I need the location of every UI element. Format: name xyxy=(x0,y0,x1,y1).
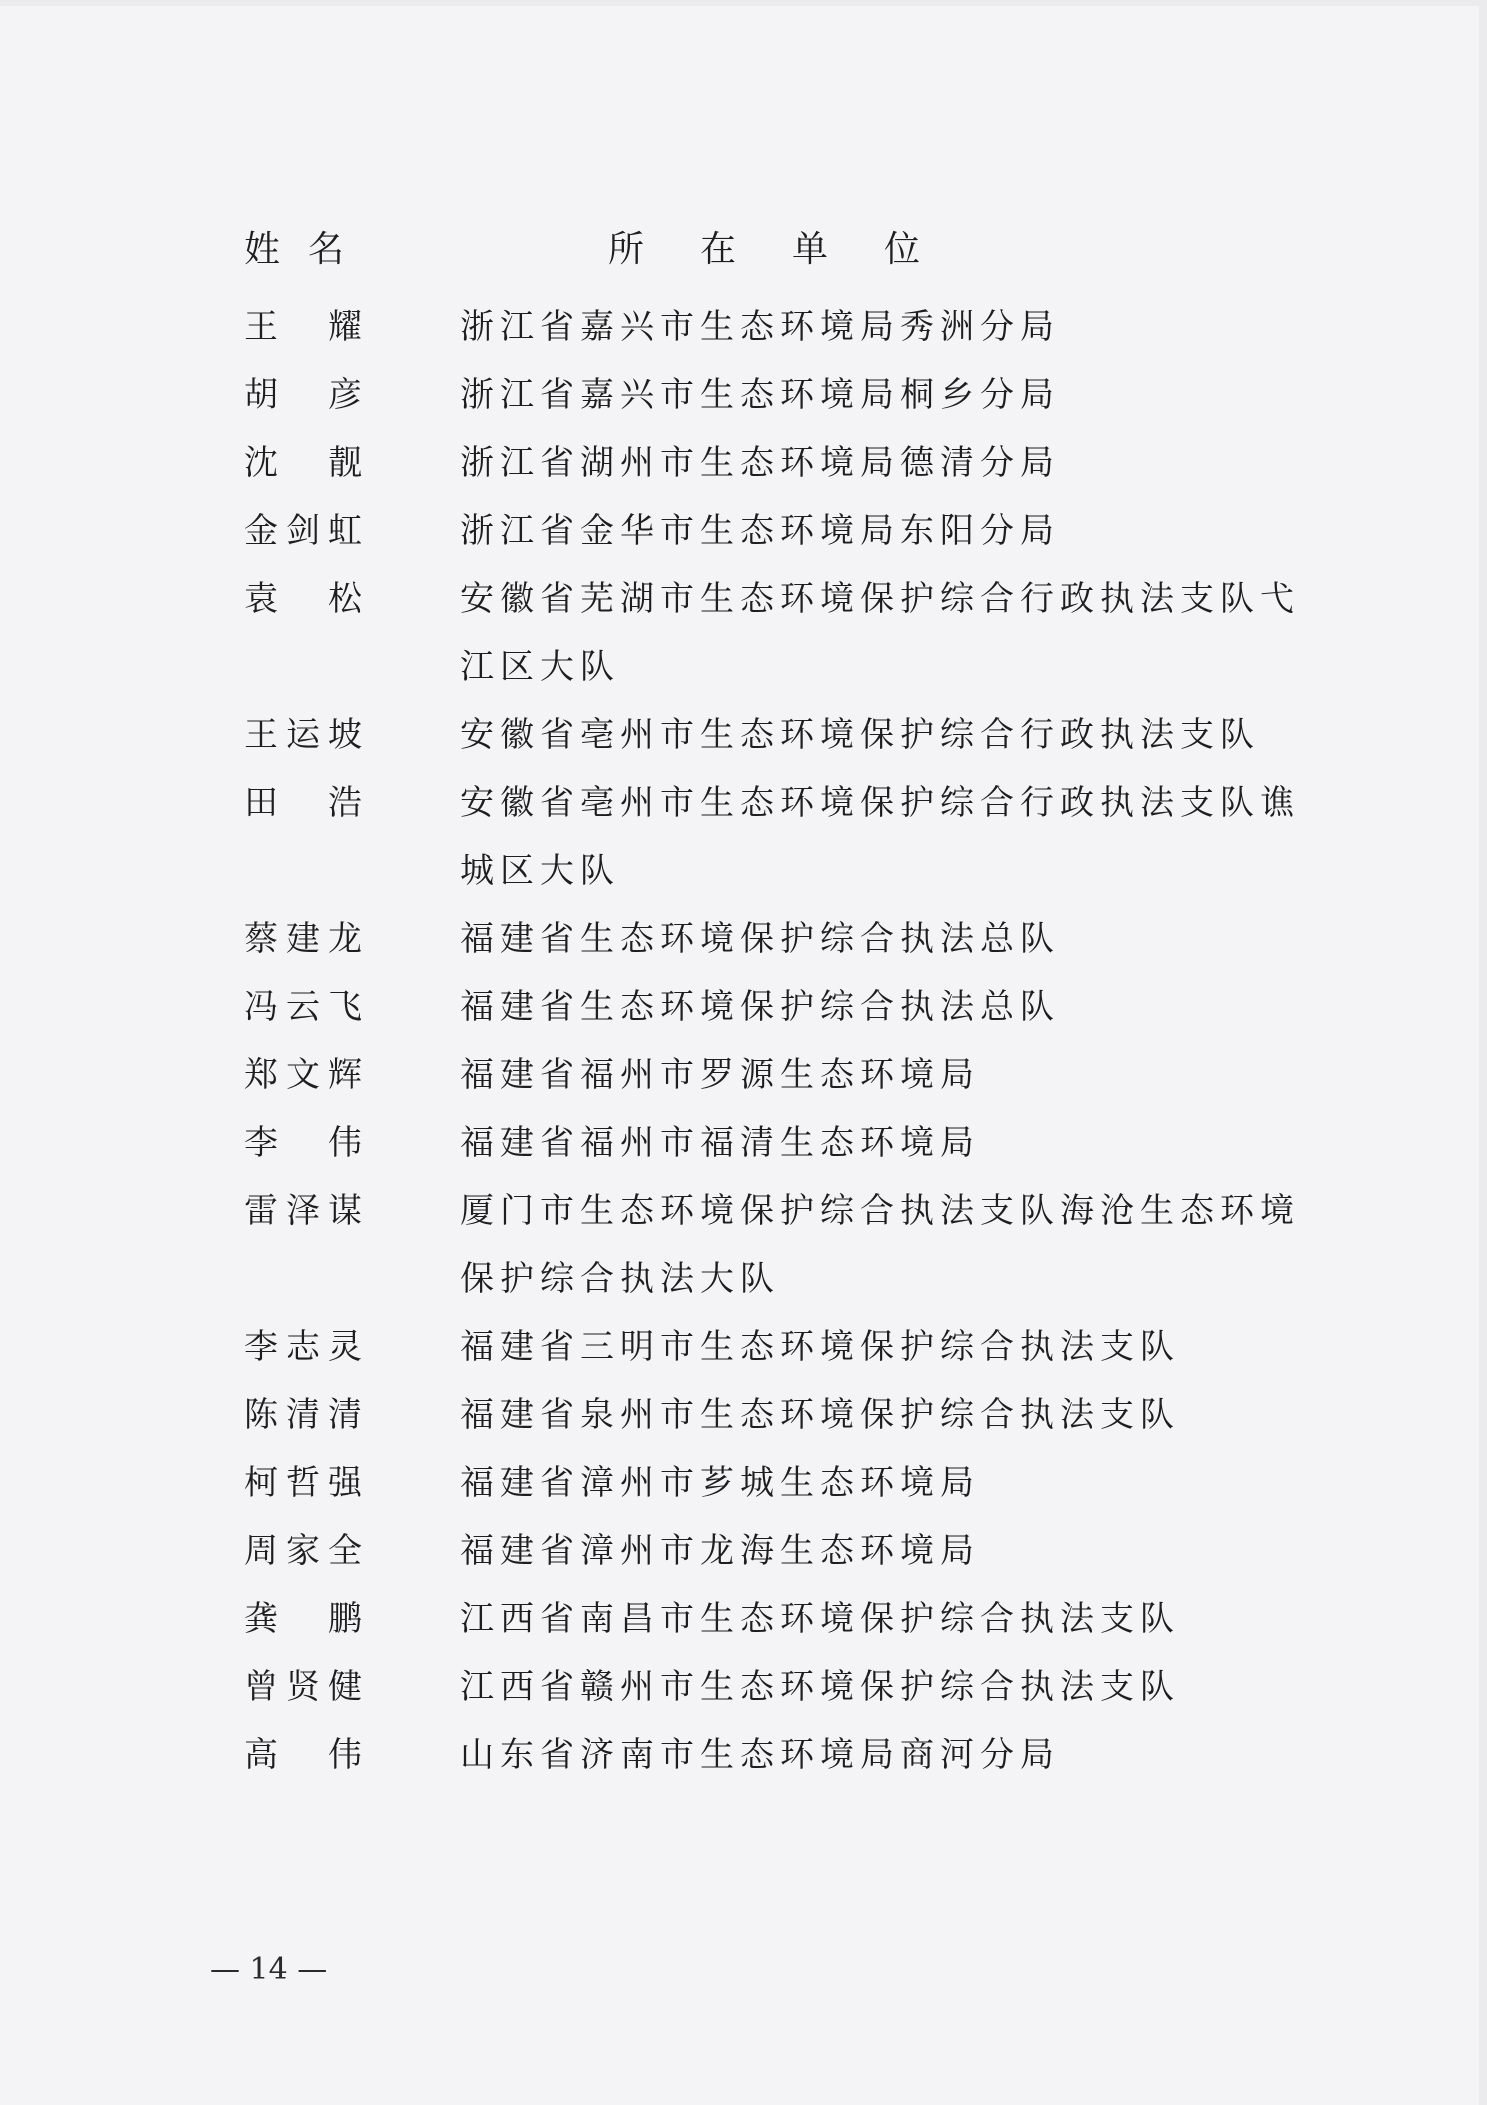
work-unit: 浙江省嘉兴市生态环境局桐乡分局 xyxy=(460,375,1060,415)
work-unit: 福建省福州市福清生态环境局 xyxy=(460,1123,980,1163)
table-header xyxy=(0,220,1487,280)
list-item xyxy=(0,429,1487,497)
person-name: 雷泽谋 xyxy=(244,1191,364,1231)
list-item xyxy=(0,1721,1487,1789)
person-name: 胡彦 xyxy=(244,375,364,415)
work-unit: 浙江省金华市生态环境局东阳分局 xyxy=(460,511,1060,551)
list-item xyxy=(0,1449,1487,1517)
list-item xyxy=(0,497,1487,565)
person-name: 李志灵 xyxy=(244,1327,364,1367)
person-name: 沈靓 xyxy=(244,443,364,483)
list-item xyxy=(0,1653,1487,1721)
work-unit: 安徽省芜湖市生态环境保护综合行政执法支队弋江区大队 xyxy=(460,579,1300,687)
list-item xyxy=(0,565,1487,701)
list-item xyxy=(0,1585,1487,1653)
person-name: 冯云飞 xyxy=(244,987,364,1027)
list-item xyxy=(0,1313,1487,1381)
person-name: 曾贤健 xyxy=(244,1667,364,1707)
work-unit: 福建省福州市罗源生态环境局 xyxy=(460,1055,980,1095)
person-name: 王耀 xyxy=(244,307,364,347)
list-item xyxy=(0,905,1487,973)
person-name: 周家全 xyxy=(244,1531,364,1571)
person-name: 田浩 xyxy=(244,783,364,823)
work-unit: 江西省南昌市生态环境保护综合执法支队 xyxy=(460,1599,1180,1639)
awardee-list xyxy=(0,293,1487,1789)
work-unit: 厦门市生态环境保护综合执法支队海沧生态环境保护综合执法大队 xyxy=(460,1191,1300,1299)
list-item xyxy=(0,361,1487,429)
person-name: 袁松 xyxy=(244,579,364,619)
page-edge xyxy=(0,0,1487,6)
list-item xyxy=(0,769,1487,905)
person-name: 郑文辉 xyxy=(244,1055,364,1095)
person-name: 蔡建龙 xyxy=(244,919,364,959)
list-item xyxy=(0,1177,1487,1313)
person-name: 柯哲强 xyxy=(244,1463,364,1503)
work-unit: 浙江省湖州市生态环境局德清分局 xyxy=(460,443,1060,483)
header-name: 姓名 xyxy=(244,229,373,270)
work-unit: 安徽省亳州市生态环境保护综合行政执法支队 xyxy=(460,715,1260,755)
list-item xyxy=(0,701,1487,769)
list-item xyxy=(0,1041,1487,1109)
list-item xyxy=(0,1517,1487,1585)
person-name: 金剑虹 xyxy=(244,511,364,551)
work-unit: 福建省生态环境保护综合执法总队 xyxy=(460,987,1060,1027)
work-unit: 福建省三明市生态环境保护综合执法支队 xyxy=(460,1327,1180,1367)
list-item xyxy=(0,1381,1487,1449)
list-item xyxy=(0,1109,1487,1177)
person-name: 陈清清 xyxy=(244,1395,364,1435)
work-unit: 福建省生态环境保护综合执法总队 xyxy=(460,919,1060,959)
work-unit: 福建省漳州市芗城生态环境局 xyxy=(460,1463,980,1503)
list-item xyxy=(0,293,1487,361)
page-number: — 14 — xyxy=(210,1952,328,1987)
work-unit: 浙江省嘉兴市生态环境局秀洲分局 xyxy=(460,307,1060,347)
person-name: 王运坡 xyxy=(244,715,364,755)
person-name: 高伟 xyxy=(244,1735,364,1775)
work-unit: 安徽省亳州市生态环境保护综合行政执法支队谯城区大队 xyxy=(460,783,1300,891)
person-name: 李伟 xyxy=(244,1123,364,1163)
work-unit: 福建省泉州市生态环境保护综合执法支队 xyxy=(460,1395,1180,1435)
work-unit: 江西省赣州市生态环境保护综合执法支队 xyxy=(460,1667,1180,1707)
work-unit: 山东省济南市生态环境局商河分局 xyxy=(460,1735,1060,1775)
list-item xyxy=(0,973,1487,1041)
header-unit: 所在单位 xyxy=(608,229,977,270)
person-name: 龚鹏 xyxy=(244,1599,364,1639)
work-unit: 福建省漳州市龙海生态环境局 xyxy=(460,1531,980,1571)
